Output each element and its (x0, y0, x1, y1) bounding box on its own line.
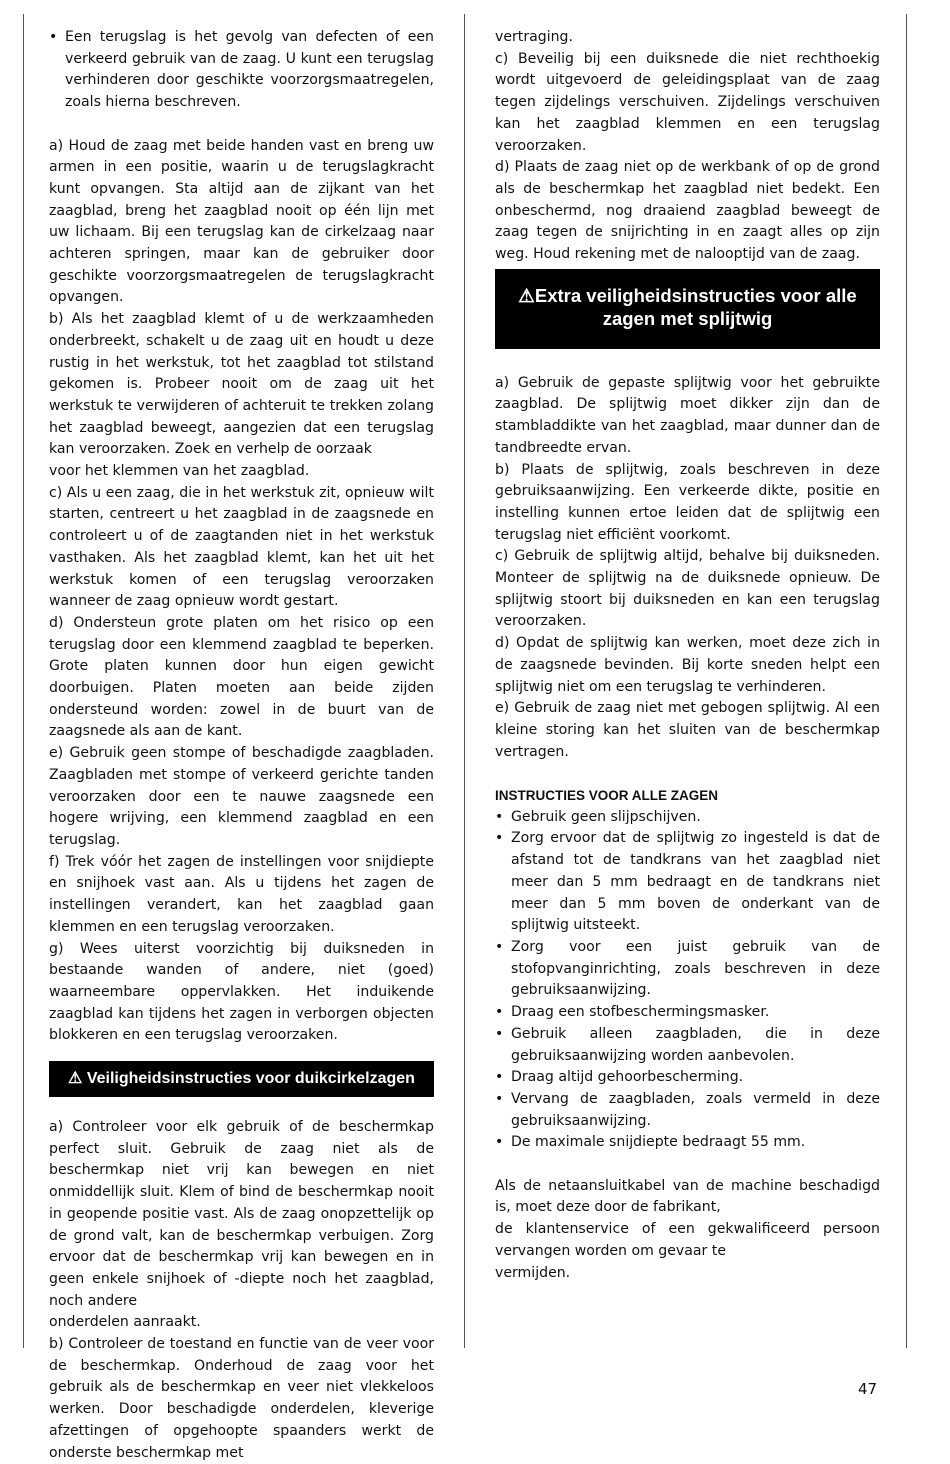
left-intro-bullets (49, 27, 434, 114)
heading-line-2: zagen met splijtwig (602, 307, 773, 329)
right-column (495, 27, 880, 1284)
paragraph: f) Trek vóór het zagen de instellingen voor snijdiepte en snijhoek vast aan. Als u tijdens het zagen de instellingen verandert, kan het zaagblad gaan klemmen en een terugslag veroorzaken. (49, 853, 434, 935)
paragraph: voor het klemmen van het zaagblad. (49, 463, 310, 480)
paragraph: c) Gebruik de splijtwig altijd, behalve bij duiksneden. Monteer de splijtwig na de duiksnede opnieuw. De splijtwig stoort bij duiksneden en kan een terugslag veroorzaken. (495, 548, 880, 630)
list-item: • Gebruik alleen zaagbladen, die in deze gebruiksaanwijzing worden aanbevolen. (495, 1024, 880, 1067)
paragraph: d) Plaats de zaag niet op de werkbank of op de grond als de beschermkap het zaagblad niet bedekt. Een onbeschermd, nog draaiend zaagblad beweegt de zaag tegen de snijrichting in en zaagt alles op zijn weg. Houd rekening met de nalooptijd van de zaag. (495, 159, 880, 263)
list-item: • De maximale snijdiepte bedraagt 55 mm. (495, 1132, 880, 1154)
list-item: • Zorg voor een juist gebruik van de stofopvanginrichting, zoals beschreven in deze gebruiksaanwijzing. (495, 937, 880, 1002)
paragraph: a) Controleer voor elk gebruik of de beschermkap perfect sluit. Gebruik de zaag niet als de beschermkap niet vrij kan bewegen en niet onmiddellijk sluit. Klem of bind de beschermkap nooit in geopende positie vast. Als de zaag onopzettelijk op de grond valt, kan de beschermkap verbuigen. Zorg ervoor dat de beschermkap vrij kan bewegen en in geen enkele snijhoek of -diepte noch het zaagblad, noch andere (49, 1119, 434, 1309)
paragraph: vertraging. (495, 29, 573, 45)
all-saws-bullets (495, 807, 880, 1154)
paragraph: d) Ondersteun grote platen om het risico op een terugslag door een klemmend zaagblad te beperken. Grote platen kunnen door hun eigen gewicht doorbuigen. Platen moeten aan beide zijden ondersteund worden: zowel in de buurt van de zaagsnede als aan de kant. (49, 614, 434, 740)
paragraph: c) Als u een zaag, die in het werkstuk zit, opnieuw wilt starten, centreert u het zaagblad in de zaagsnede en controleert u of de zaagtanden niet in het werkstuk vasthaken. Als het zaagblad klemt, kan het uit het werkstuk komen of een terugslag veroorzaken wanneer de zaag opnieuw wordt gestart. (49, 484, 434, 610)
paragraph: b) Plaats de splijtwig, zoals beschreven in deze gebruiksaanwijzing. Een verkeerde dikte, positie en instelling kunnen ertoe leiden dat de splijtwig een terugslag niet efficiënt voorkomt. (495, 461, 880, 543)
list-item: • Gebruik geen slijpschijven. (495, 807, 880, 829)
list-item: • Vervang de zaagbladen, zoals vermeld in deze gebruiksaanwijzing. (495, 1089, 880, 1132)
center-column-rule (464, 14, 465, 1348)
heading-line-1: ⚠Extra veiligheidsinstructies voor alle (518, 284, 857, 306)
paragraph: de klantenservice of een gekwalificeerd persoon vervangen worden om gevaar te (495, 1221, 880, 1259)
section-heading: INSTRUCTIES VOOR ALLE ZAGEN (495, 788, 719, 804)
paragraph: a) Houd de zaag met beide handen vast en breng uw armen in een positie, waarin u de terugslagkracht kunt opvangen. Sta altijd aan de zijkant van het zaagblad, breng het zaagblad nooit op één lijn met uw lichaam. Bij een terugslag kan de cirkelzaag naar achteren springen, maar kan de gebruiker door geschikte voorzorgsmaatregelen de terugslagkracht opvangen. (49, 137, 434, 306)
paragraph: c) Beveilig bij een duiksnede die niet rechthoekig wordt uitgevoerd de geleidingsplaat van de zaag tegen zijdelings verschuiven. Zijdelings verschuiven kan het zaagblad klemmen en een terugslag veroorzaken. (495, 50, 880, 154)
paragraph: g) Wees uiterst voorzichtig bij duiksneden in bestaande wanden of andere, niet (goed) waarneembare oppervlakken. Het induikende zaagblad kan tijdens het zagen in verborgen objecten blokkeren en een terugslag veroorzaken. (49, 940, 434, 1044)
paragraph: a) Gebruik de gepaste splijtwig voor het gebruikte zaagblad. De splijtwig moet dikker zijn dan de stambladdikte van het zaagblad, maar dunner dan de tandbreedte ervan. (495, 374, 880, 456)
paragraph: onderdelen aanraakt. (49, 1314, 201, 1331)
list-item: • Zorg ervoor dat de splijtwig zo ingesteld is dat de afstand tot de tandkrans van het zaagblad niet meer dan 5 mm bedraagt en de tandkrans niet meer dan 5 mm boven de onderkant van de splijtwig uitsteekt. (495, 828, 880, 937)
paragraph: b) Als het zaagblad klemt of u de werkzaamheden onderbreekt, schakelt u de zaag uit en houdt u deze rustig in het werkstuk, tot het zaagblad tot stilstand gekomen is. Probeer nooit om de zaag uit het werkstuk te verwijderen of achteruit te trekken zolang het zaagblad beweegt, aangezien dat een terugslag kan veroorzaken. Zoek en verhelp de oorzaak (49, 311, 434, 458)
list-item: • Draag een stofbeschermingsmasker. (495, 1002, 880, 1024)
paragraph: e) Gebruik geen stompe of beschadigde zaagbladen. Zaagbladen met stompe of verkeerd gerichte tanden veroorzaken door een te nauwe zaagsnede een hogere wrijving, een klemmend zaagblad en een terugslag. (49, 745, 434, 848)
left-margin-rule (23, 14, 24, 1348)
riving-knife-safety-heading (495, 269, 880, 349)
paragraph: b) Controleer de toestand en functie van de veer voor de beschermkap. Onderhoud de zaag voor het gebruik als de beschermkap en veer niet vlekkeloos werken. Door beschadigde onderdelen, kleverige afzettingen of opgehoopte spaanders werkt de onderste beschermkap met (49, 1336, 434, 1461)
paragraph: d) Opdat de splijtwig kan werken, moet deze zich in de zaagsnede bevinden. Bij korte sneden helpt een splijtwig niet om een terugslag te verhinderen. (495, 635, 880, 695)
list-item: • Draag altijd gehoorbescherming. (495, 1067, 880, 1089)
list-item: • Een terugslag is het gevolg van defecten of een verkeerd gebruik van de zaag. U kunt een terugslag verhinderen door geschikte voorzorgsmaatregelen, zoals hierna beschreven. (49, 27, 434, 114)
plunge-saw-safety-heading: ⚠ Veiligheidsinstructies voor duikcirkelzagen (49, 1061, 434, 1097)
right-margin-rule (906, 14, 907, 1348)
paragraph: vermijden. (495, 1264, 571, 1281)
paragraph: e) Gebruik de zaag niet met gebogen splijtwig. Al een kleine storing kan het sluiten van de beschermkap vertragen. (495, 700, 880, 760)
left-column (49, 27, 434, 1464)
paragraph: Als de netaansluitkabel van de machine beschadigd is, moet deze door de fabrikant, (495, 1177, 880, 1216)
page-number: 47 (858, 1380, 878, 1398)
